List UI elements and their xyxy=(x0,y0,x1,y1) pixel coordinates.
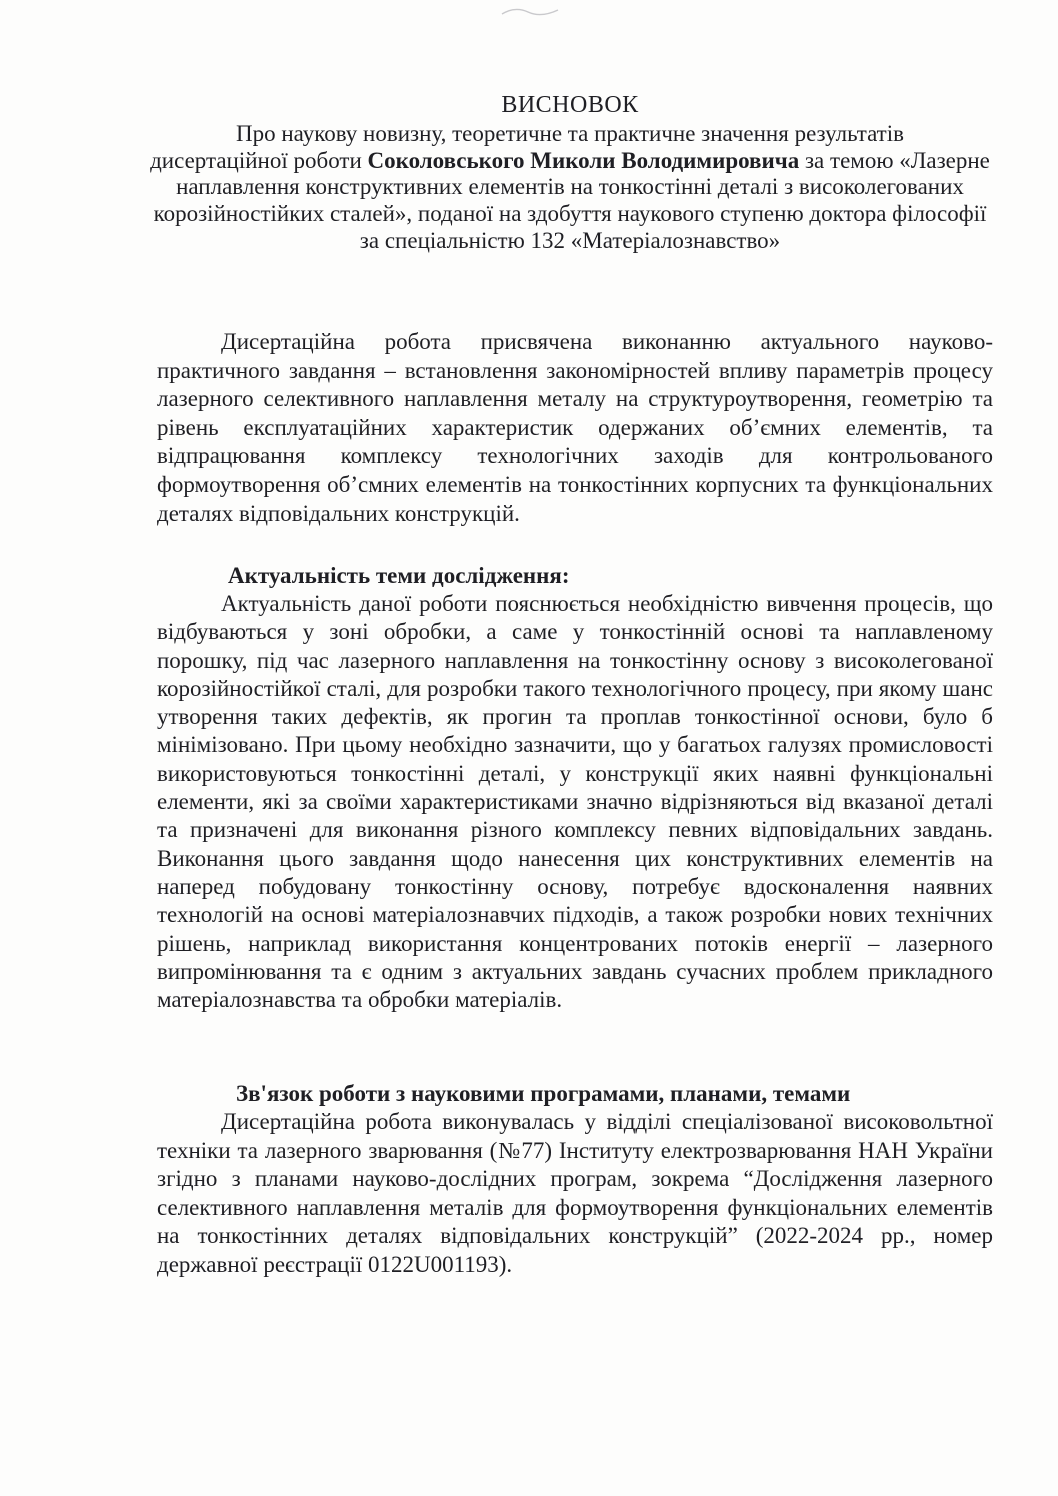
document-subtitle xyxy=(150,121,990,255)
subtitle-line-1: Про наукову новизну, теоретичне та практичне значення результатів xyxy=(236,120,904,146)
author-name: Соколовського Миколи Володимировича xyxy=(367,147,800,173)
programs-heading: Зв'язок роботи з науковими програмами, планами, темами xyxy=(236,1081,851,1106)
programs-paragraph: Дисертаційна робота виконувалась у відділі спеціалізованої високовольтної техніки та лазерного зварювання (№77) Інституту електрозварювання НАН України згідно з планами науково-дослідних програм, зокрема “Дослідження лазерного селективного наплавлення металів для формоутворення функціональних елементів на тонкостінних деталях відповідальних конструкцій” (2022-2024 рр., номер державної реєстрації 0122U001193). xyxy=(157,1109,993,1277)
intro-paragraph: Дисертаційна робота присвячена виконанню актуального науково-практичного завдання – встановлення закономірностей впливу параметрів процесу лазерного селективного наплавлення металу на структуроутворення, геометрію та рівень експлуатаційних характеристик одержаних об’ємних елементів, та відпрацювання комплексу технологічних заходів для контрольованого формоутворення об’смних елементів на тонкостінних корпусних та функціональних деталях відповідальних конструкцій. xyxy=(157,329,993,526)
subtitle-rest: за темою «Лазерне наплавлення конструктивних елементів на тонкостінні деталі з високолегованих корозійностійких сталей», поданої на здобуття наукового ступеню доктора філософії за спеціальністю 132 «Матеріалознавство» xyxy=(153,147,990,253)
relevance-paragraph: Актуальність даної роботи пояснюється необхідністю вивчення процесів, що відбуваються у зоні обробки, а саме у тонкостінній основі та наплавленому порошку, під час лазерного наплавлення на тонкостінну основу з високолегованої корозійностійкої сталі, для розробки такого технологічного процесу, при якому шанс утворення таких дефектів, як прогин та проплав тонкостінної основи, було б мінімізовано. При цьому необхідно зазначити, що у багатьох галузях промисловості використовуються тонкостінні деталі, у конструкції яких наявні функціональні елементи, які за своїми характеристиками значно відрізняються від вказаної деталі та призначені для виконання різного комплексу певних відповідальних завдань. Виконання цього завдання щодо нанесення цих конструктивних елементів на наперед побудовану тонкостінну основу, потребує вдосконалення наявних технологій на основі матеріалознавчих підходів, а також розробки нових технічних рішень, наприклад використання концентрованих потоків енергії – лазерного випромінювання та є одним з актуальних завдань сучасних проблем прикладного матеріалознавства та обробки матеріалів. xyxy=(157,591,993,1013)
subtitle-line-2-prefix: дисертаційної роботи xyxy=(150,147,368,173)
document-header xyxy=(150,92,990,255)
relevance-heading: Актуальність теми дослідження: xyxy=(228,563,570,588)
scan-mark-decoration xyxy=(500,4,560,18)
document-title: ВИСНОВОК xyxy=(501,92,639,118)
